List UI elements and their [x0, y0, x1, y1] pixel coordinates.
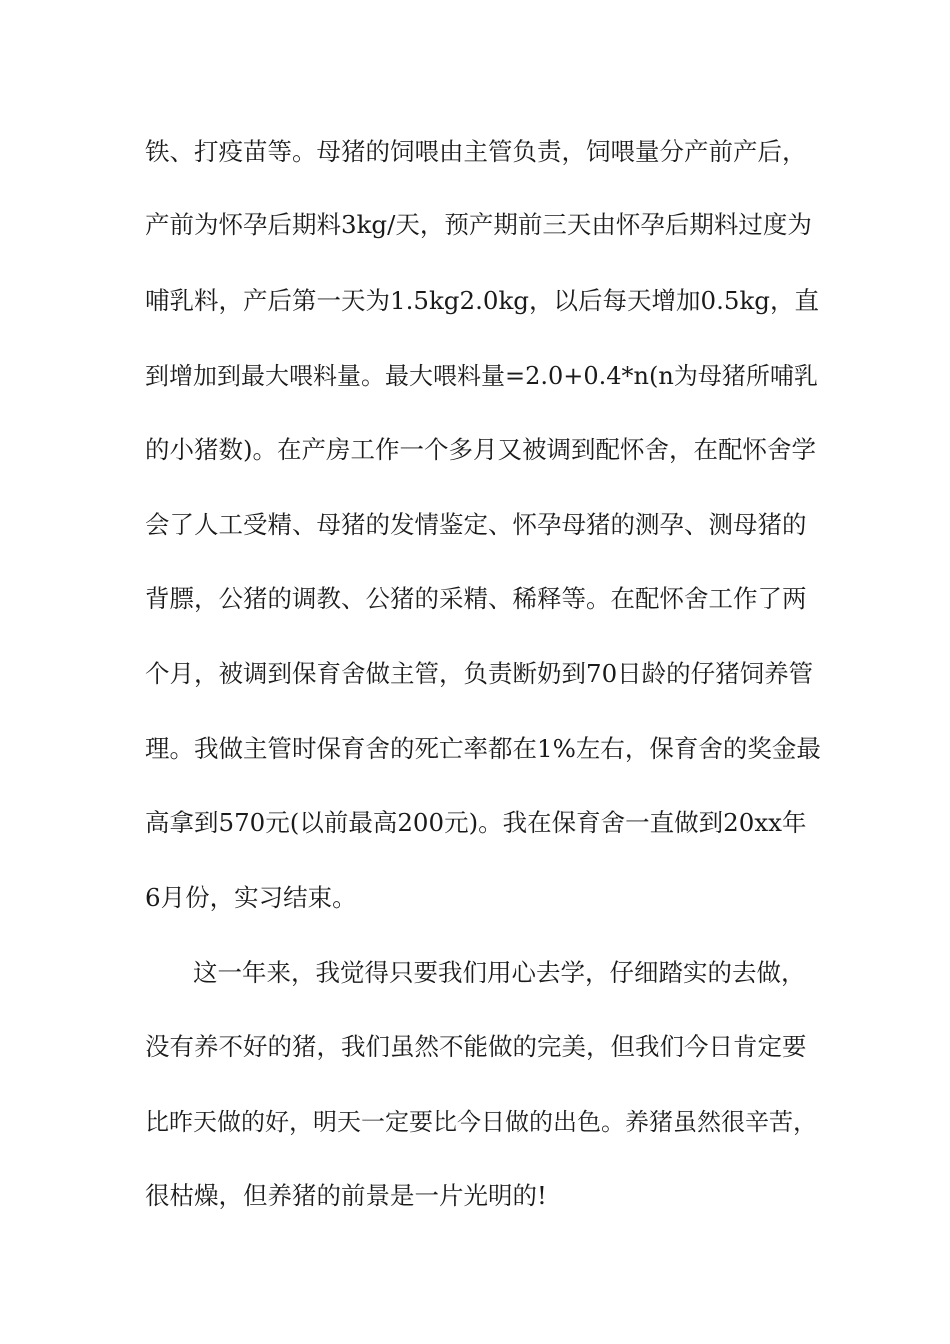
paragraph-line-13: 没有养不好的猪，我们虽然不能做的完美，但我们今日肯定要 — [145, 1032, 807, 1061]
paragraph-line-9: 理。我做主管时保育舍的死亡率都在1%左右，保育舍的奖金最 — [145, 734, 821, 763]
paragraph-line-15: 很枯燥，但养猪的前景是一片光明的! — [145, 1181, 547, 1210]
paragraph-line-5: 的小猪数)。在产房工作一个多月又被调到配怀舍，在配怀舍学 — [145, 435, 817, 464]
paragraph-line-12: 这一年来，我觉得只要我们用心去学，仔细踏实的去做， — [193, 958, 806, 987]
paragraph-line-1: 铁、打疫苗等。母猪的饲喂由主管负责，饲喂量分产前产后， — [145, 137, 807, 166]
paragraph-line-14: 比昨天做的好，明天一定要比今日做的出色。养猪虽然很辛苦， — [145, 1108, 817, 1136]
paragraph-line-10: 高拿到570元(以前最高200元)。我在保育舍一直做到20xx年 — [145, 808, 807, 837]
paragraph-line-6: 会了人工受精、母猪的发情鉴定、怀孕母猪的测孕、测母猪的 — [145, 510, 807, 539]
paragraph-line-3: 哺乳料，产后第一天为1.5kg2.0kg，以后每天增加0.5kg，直 — [145, 286, 819, 315]
paragraph-line-4: 到增加到最大喂料量。最大喂料量=2.0+0.4*n(n为母猪所哺乳 — [145, 362, 818, 390]
paragraph-line-11: 6月份，实习结束。 — [145, 883, 357, 912]
paragraph-line-7: 背膘，公猪的调教、公猪的采精、稀释等。在配怀舍工作了两 — [145, 584, 807, 613]
paragraph-line-2: 产前为怀孕后期料3kg/天，预产期前三天由怀孕后期料过度为 — [145, 210, 812, 239]
paragraph-line-8: 个月，被调到保育舍做主管，负责断奶到70日龄的仔猪饲养管 — [145, 659, 814, 688]
